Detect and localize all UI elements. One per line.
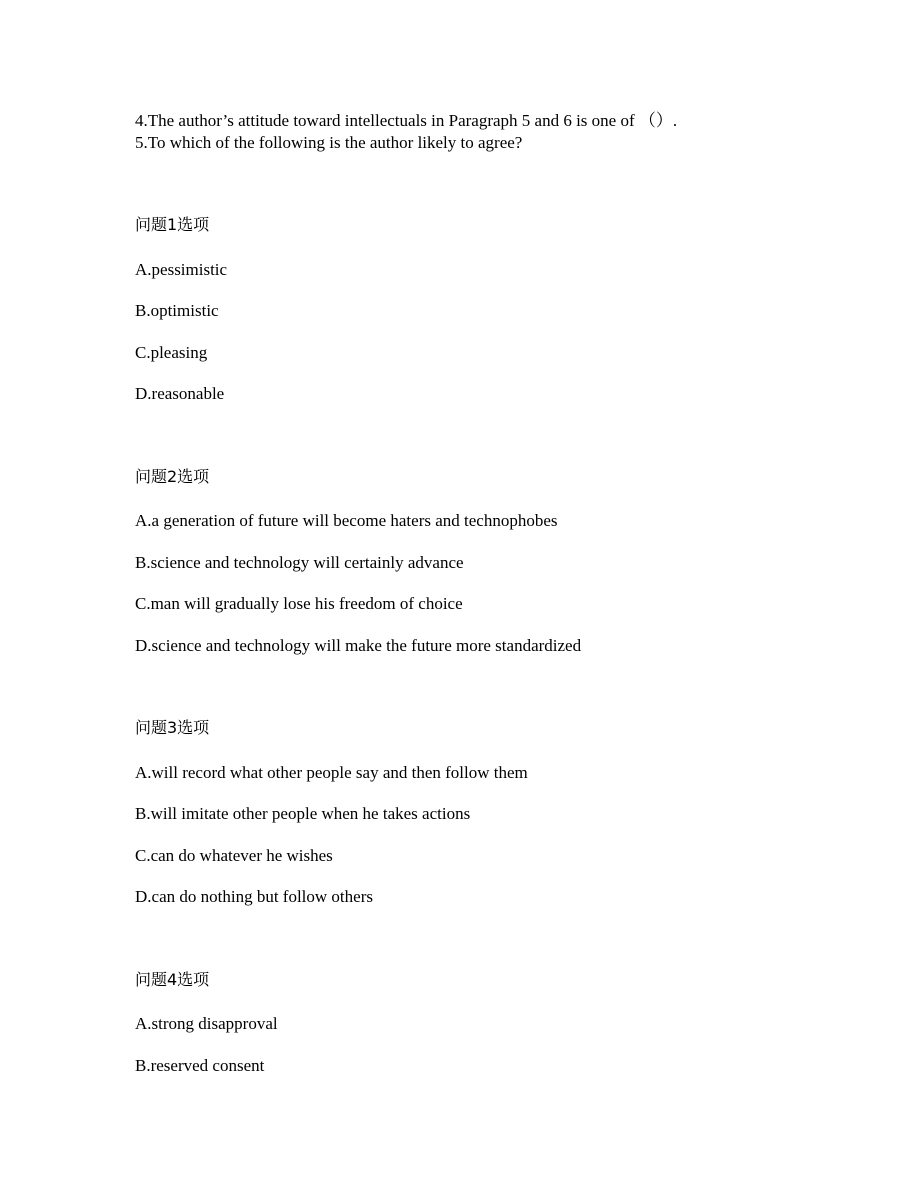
option-group-2-option-d: D.science and technology will make the future more standardized	[135, 636, 582, 655]
option-group-1-option-d: D.reasonable	[135, 384, 225, 403]
option-group-3-option-b: B.will imitate other people when he takes actions	[135, 804, 471, 823]
option-group-3-option-d: D.can do nothing but follow others	[135, 887, 373, 906]
option-group-2-option-a: A.a generation of future will become haters and technophobes	[135, 511, 558, 530]
question-5-text: 5.To which of the following is the author likely to agree?	[135, 133, 523, 152]
option-group-3-option-a: A.will record what other people say and then follow them	[135, 763, 528, 782]
option-group-4-heading: 问题4选项	[135, 970, 210, 989]
option-group-2-option-b: B.science and technology will certainly advance	[135, 553, 464, 572]
option-group-3-heading: 问题3选项	[135, 718, 210, 737]
option-group-1-heading: 问题1选项	[135, 215, 210, 234]
option-group-1-option-b: B.optimistic	[135, 301, 219, 320]
option-group-4-option-b: B.reserved consent	[135, 1056, 265, 1075]
option-group-2-option-c: C.man will gradually lose his freedom of choice	[135, 594, 463, 613]
option-group-4-option-a: A.strong disapproval	[135, 1014, 278, 1033]
option-group-2-heading: 问题2选项	[135, 467, 210, 486]
option-group-3-option-c: C.can do whatever he wishes	[135, 846, 333, 865]
option-group-1-option-c: C.pleasing	[135, 343, 208, 362]
option-group-1-option-a: A.pessimistic	[135, 260, 228, 279]
question-4-text: 4.The author’s attitude toward intellectuals in Paragraph 5 and 6 is one of （）.	[135, 111, 678, 130]
